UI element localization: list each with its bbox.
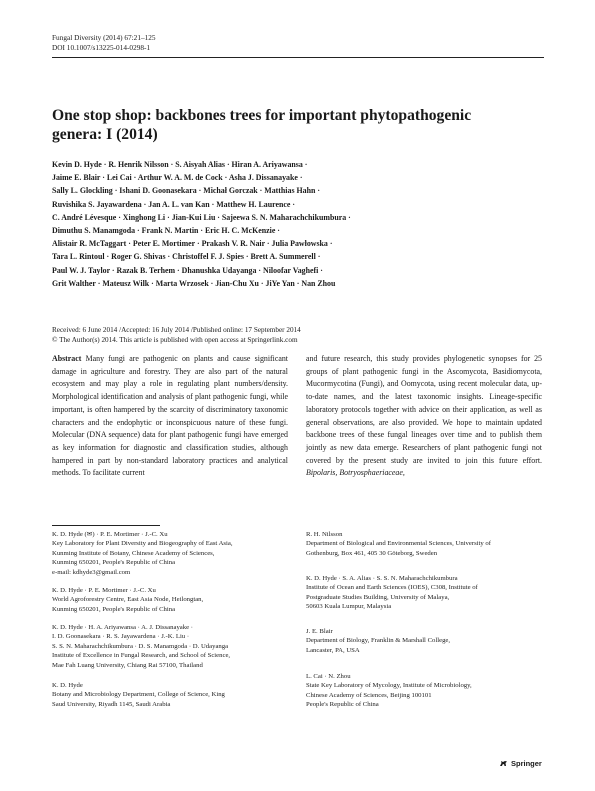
- affiliation-rule: [52, 525, 160, 526]
- affiliation-line: S. S. N. Maharachchikumbura · D. S. Manamgoda · D. Udayanga: [52, 642, 229, 650]
- affiliation-line: Lancaster, PA, USA: [306, 646, 360, 654]
- publisher-logo: [499, 759, 542, 768]
- abstract-right-column: [306, 353, 542, 480]
- affiliation-line: Botany and Microbiology Department, College of Science, King: [52, 691, 225, 699]
- abstract-left-column: [52, 353, 288, 480]
- doi: DOI 10.1007/s13225-014-0298-1: [52, 43, 151, 52]
- affiliation-line: Mae Fah Luang University, Chiang Rai 57100, Thailand: [52, 661, 203, 669]
- affiliation-block: [306, 627, 536, 655]
- affiliation-line: R. H. Nilsson: [306, 531, 343, 538]
- affiliation-line: State Key Laboratory of Mycology, Institute of Microbiology,: [306, 682, 472, 690]
- article-title: [52, 106, 542, 144]
- affiliation-line: Saud University, Riyadh 1145, Saudi Arabia: [52, 700, 171, 708]
- title-line: One stop shop: backbones trees for important phytopathogenic: [52, 107, 472, 124]
- journal-citation: Fungal Diversity (2014) 67:21–125: [52, 33, 156, 42]
- publication-dates: [52, 325, 544, 345]
- affiliation-line: Key Laboratory for Plant Diversity and Biogeography of East Asia,: [52, 540, 233, 548]
- affiliation-line: K. D. Hyde · H. A. Ariyawansa · A. J. Dissanayake ·: [52, 624, 193, 631]
- keywords-italic: Bipolaris, Botryosphaeriaceae,: [306, 468, 405, 478]
- author-line: C. André Lévesque · Xinghong Li · Jian-Kui Liu · Sajeewa S. N. Maharachchikumbura ·: [52, 212, 351, 222]
- affiliation-line: K. D. Hyde · P. E. Mortimer · J.-C. Xu: [52, 587, 156, 594]
- affiliation-line: People's Republic of China: [306, 701, 379, 709]
- affiliation-block: [306, 530, 536, 558]
- affiliation-line: Institute of Excellence in Fungal Research, and School of Science,: [52, 652, 231, 660]
- author-list: [52, 158, 544, 290]
- affiliation-line: I. D. Goonasekara · R. S. Jayawardena · J.-K. Liu ·: [52, 633, 190, 641]
- affiliation-block: [52, 530, 282, 577]
- affiliation-line: K. D. Hyde (✉) · P. E. Mortimer · J.-C. Xu: [52, 531, 168, 538]
- author-line: Sally L. Glockling · Ishani D. Goonasekara · Michał Gorczak · Matthias Hahn ·: [52, 186, 320, 196]
- affiliation-line: L. Cai · N. Zhou: [306, 673, 351, 680]
- affiliation-block: [52, 681, 282, 709]
- affiliation-line: Kunming 650201, People's Republic of China: [52, 605, 176, 613]
- affiliation-line: Postgraduate Studies Building, University of Malaya,: [306, 593, 450, 601]
- author-line: Paul W. J. Taylor · Razak B. Terhem · Dhanushka Udayanga · Niloofar Vaghefi ·: [52, 265, 323, 275]
- affiliation-block: [52, 586, 282, 614]
- affiliation-block: [306, 574, 536, 612]
- affiliation-block: [52, 623, 282, 670]
- affiliation-line: Gothenburg, Box 461, 405 30 Göteborg, Sweden: [306, 549, 438, 557]
- affiliation-block: [306, 672, 536, 710]
- header-rule: [52, 57, 544, 58]
- author-line: Kevin D. Hyde · R. Henrik Nilsson · S. Aisyah Alias · Hiran A. Ariyawansa ·: [52, 160, 308, 169]
- received-accepted-line: Received: 6 June 2014 /Accepted: 16 July 2014 /Published online: 17 September 2014: [52, 326, 301, 334]
- affiliation-line: K. D. Hyde: [52, 682, 83, 689]
- affiliation-line: K. D. Hyde · S. A. Alias · S. S. N. Maharachchikumbura: [306, 575, 458, 582]
- affiliation-line: 50603 Kuala Lumpur, Malaysia: [306, 603, 392, 611]
- publisher-name: Springer: [511, 759, 542, 768]
- affiliation-line: Department of Biology, Franklin & Marshall College,: [306, 637, 451, 645]
- author-line: Tara L. Rintoul · Roger G. Shivas · Christoffel F. J. Spies · Brett A. Summerell ·: [52, 252, 321, 262]
- affiliation-line: World Agroforestry Centre, East Asia Node, Heilongtan,: [52, 596, 204, 604]
- springer-horse-icon: [499, 760, 508, 767]
- affiliation-line: Institute of Ocean and Earth Sciences (IOES), C308, Institute of: [306, 584, 478, 592]
- abstract-text-left: Many fungi are pathogenic on plants and cause significant damage in agriculture and forestry. They are also part of the natural ecosystem and may play a role in regulating plant numbers/density. Morphological identification and analysis of plant pathogenic fungi, while important, is often hampered by the scarcity of discriminatory taxonomic characters and the endophytic or inconspicuous nature of these fungi. Molecular (DNA sequence) data for plant pathogenic fungi have emerged as key information for diagnostic and classification studies, although hampered in part by non-standard laboratory practices and analytical methods. To facilitate current: [52, 354, 288, 478]
- author-email-link[interactable]: e-mail: kdhyde3@gmail.com: [52, 568, 131, 576]
- author-line: Ruvishika S. Jayawardena · Jan A. L. van Kan · Matthew H. Laurence ·: [52, 199, 295, 209]
- title-line: genera: I (2014): [52, 126, 158, 143]
- affiliation-line: Department of Biological and Environmental Sciences, University of: [306, 540, 491, 548]
- copyright-line: © The Author(s) 2014. This article is published with open access at Springerlink.com: [52, 336, 298, 344]
- abstract-label: Abstract: [52, 354, 82, 363]
- abstract-text-right: and future research, this study provides phylogenetic synopses for 25 groups of plant pathogenic fungi in the Ascomycota, Basidiomycota, Mucormycotina (Fungi), and Oomycota, using recent molecular data, up-to-date names, and the latest taxonomic insights. Lineage-specific laboratory protocols together with advice on their application, as well as general observations, are also provided. We hope to maintain updated backbone trees of these fungal lineages over time and to publish them jointly as new data emerge. Researchers of plant pathogenic fungi not covered by the present study are invited to join this future effort.: [306, 354, 542, 465]
- affiliation-line: Kunming 650201, People's Republic of China: [52, 559, 176, 567]
- affiliation-line: J. E. Blair: [306, 628, 333, 635]
- author-line: Grit Walther · Mateusz Wilk · Marta Wrzosek · Jian-Chu Xu · JiYe Yan · Nan Zhou: [52, 278, 336, 288]
- author-line: Jaime E. Blair · Lei Cai · Arthur W. A. M. de Cock · Asha J. Dissanayake ·: [52, 173, 303, 183]
- author-line: Dimuthu S. Manamgoda · Frank N. Martin · Eric H. C. McKenzie ·: [52, 226, 280, 236]
- affiliation-line: Kunming Institute of Botany, Chinese Academy of Sciences,: [52, 549, 215, 557]
- affiliation-line: Chinese Academy of Sciences, Beijing 100101: [306, 691, 432, 699]
- author-line: Alistair R. McTaggart · Peter E. Mortimer · Prakash V. R. Nair · Julia Pawłowska ·: [52, 239, 333, 249]
